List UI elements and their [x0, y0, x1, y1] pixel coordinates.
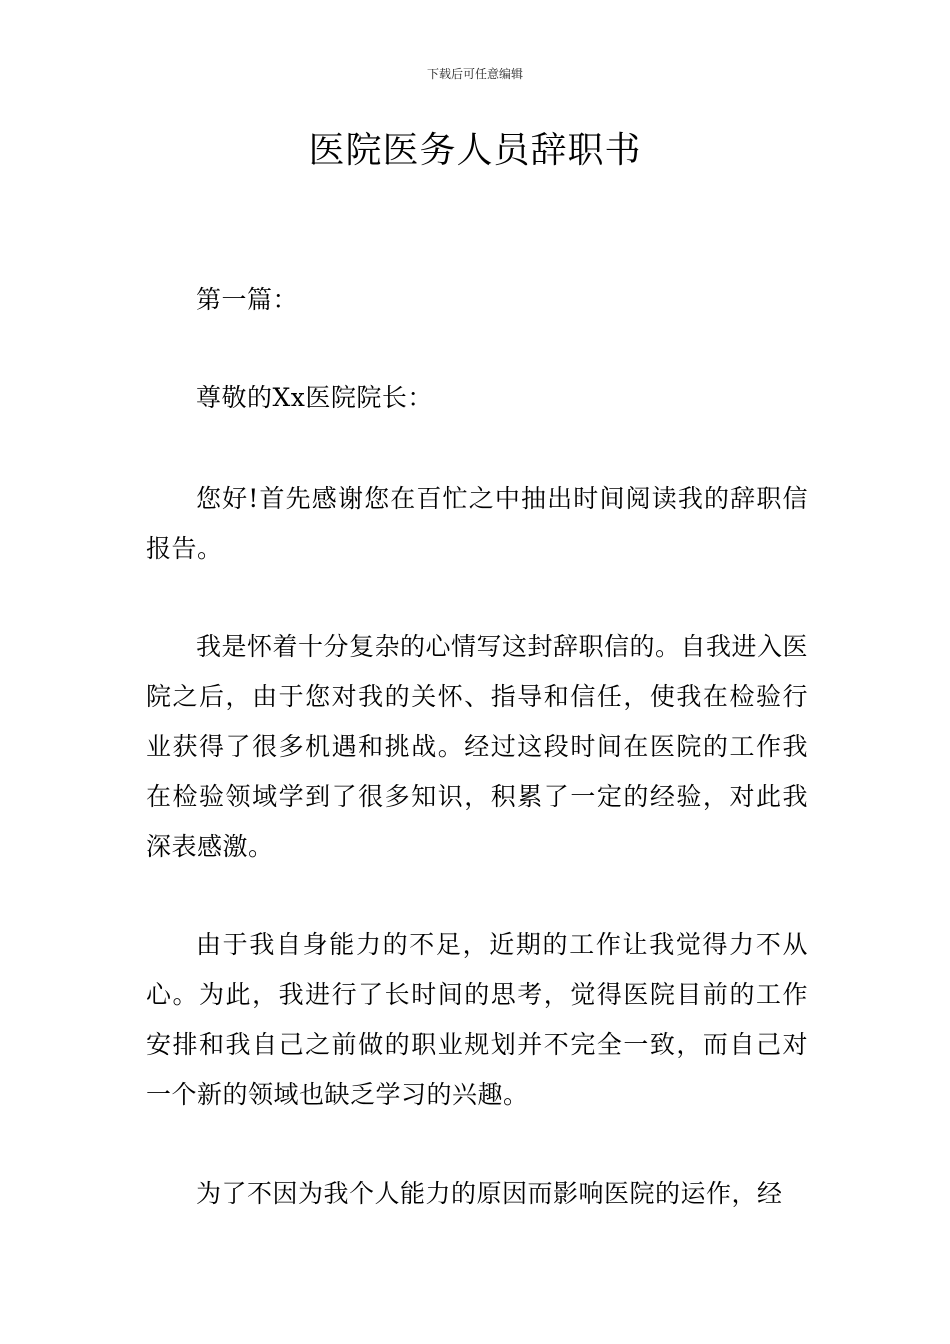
paragraph-salutation: 尊敬的Xx医院院长： — [196, 383, 433, 412]
header-note: 下载后可任意编辑 — [426, 67, 523, 81]
paragraph-reason: 由于我自身能力的不足，近期的工作让我觉得力不从心。为此，我进行了长时间的思考，觉得医院目前的工作安排和我自己之前做的职业规划并不完全一致，而自己对一个新的领域也缺乏学习的兴趣。 — [146, 930, 808, 1109]
paragraph-greeting: 您好!首先感谢您在百忙之中抽出时间阅读我的辞职信报告。 — [146, 484, 808, 563]
paragraph-continuation: 为了不因为我个人能力的原因而影响医院的运作，经 — [196, 1179, 783, 1208]
paragraph-gratitude: 我是怀着十分复杂的心情写这封辞职信的。自我进入医院之后，由于您对我的关怀、指导和信任，使我在检验行业获得了很多机遇和挑战。经过这段时间在医院的工作我在检验领域学到了很多知识，积累了一定的经验，对此我深表感激。 — [146, 632, 809, 861]
document-title: 医院医务人员辞职书 — [308, 130, 642, 171]
paragraph-section-label: 第一篇： — [196, 285, 299, 314]
